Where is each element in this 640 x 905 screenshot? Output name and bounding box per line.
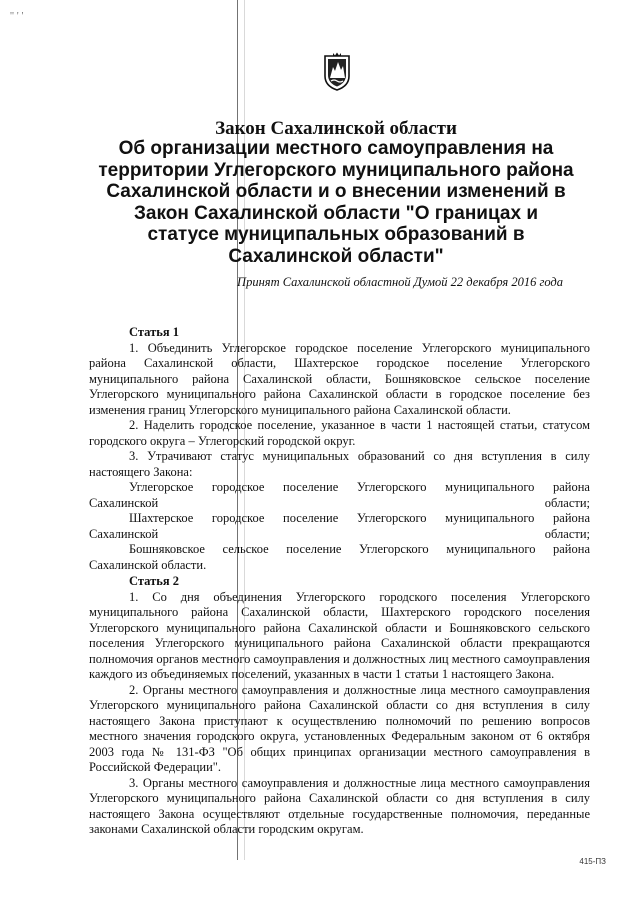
- list-item-continuation: Сахалинской области;: [89, 495, 590, 510]
- adoption-note: Принят Сахалинской областной Думой 22 декабря 2016 года: [237, 275, 563, 289]
- list-item: [89, 511, 590, 527]
- dissolved-settlements-list: [89, 480, 590, 573]
- article-1-part-3: 3. Утрачивают статус муниципальных образований со дня вступления в силу настоящего Закона:: [89, 449, 590, 479]
- law-title: Закон Сахалинской области: [215, 118, 457, 139]
- law-subject-title: Об организации местного самоуправления на территории Углегорского муниципального района Сахалинской области и о внесении изменений в Закон Сахалинской области "О границах и статусе муниципальных образований в Сахалинской области": [98, 138, 574, 267]
- list-item: [89, 542, 590, 558]
- article-1: [89, 325, 590, 573]
- article-2-part-3: 3. Органы местного самоуправления и должностные лица местного самоуправления Углегорского муниципального района Сахалинской области со дня вступления в силу настоящего Закона осуществляют отдельные государственные полномочия, переданные законами Сахалинской области городским округам.: [89, 775, 590, 836]
- article-2: [89, 574, 590, 838]
- list-item-continuation: Сахалинской области;: [89, 526, 590, 541]
- sakhalin-coat-of-arms-icon: [322, 52, 352, 92]
- article-2-heading: Статья 2: [129, 574, 179, 588]
- document-code: 415-ПЗ: [579, 857, 606, 866]
- list-item: [89, 480, 590, 496]
- article-2-part-2: 2. Органы местного самоуправления и должностные лица местного самоуправления Углегорского муниципального района Сахалинской области со дня вступления в силу настоящего Закона приступают к осуществлению полномочий по решению вопросов местного значения городского округа, установленных Федеральным законом от 6 октября 2003 года № 131-ФЗ "Об общих принципах организации местного самоуправления в Российской Федерации".: [89, 682, 590, 774]
- article-1-part-1: 1. Объединить Углегорское городское поселение Углегорского муниципального района Сахалинской области, Шахтерское городское поселение Углегорского муниципального района Сахалинской области, Бошняковское сельское поселение Углегорского муниципального района Сахалинской области в городское поселение без изменения границ Углегорского муниципального района Сахалинской области.: [89, 340, 590, 417]
- article-1-heading: Статья 1: [129, 325, 179, 339]
- list-item-text: Бошняковское сельское поселение Углегорского муниципального района: [129, 542, 590, 556]
- scan-mark: '' ' ': [10, 10, 24, 22]
- list-item-text: Углегорское городское поселение Углегорского муниципального района: [129, 480, 590, 494]
- article-2-part-1: 1. Со дня объединения Углегорского городского поселения Углегорского муниципального района Сахалинской области, Шахтерского городского поселения Углегорского муниципального района Сахалинской области и Бошняковского сельского поселения Углегорского муниципального района Сахалинской области прекращаются полномочия органов местного самоуправления и должностных лиц местного самоуправления каждого из объединяемых поселений, указанных в части 1 статьи 1 настоящего Закона.: [89, 589, 590, 681]
- article-1-part-2: 2. Наделить городское поселение, указанное в части 1 настоящей статьи, статусом городского округа – Углегорский городской округ.: [89, 418, 590, 448]
- list-item-continuation: Сахалинской области.: [89, 557, 207, 572]
- list-item-text: Шахтерское городское поселение Углегорского муниципального района: [129, 511, 590, 525]
